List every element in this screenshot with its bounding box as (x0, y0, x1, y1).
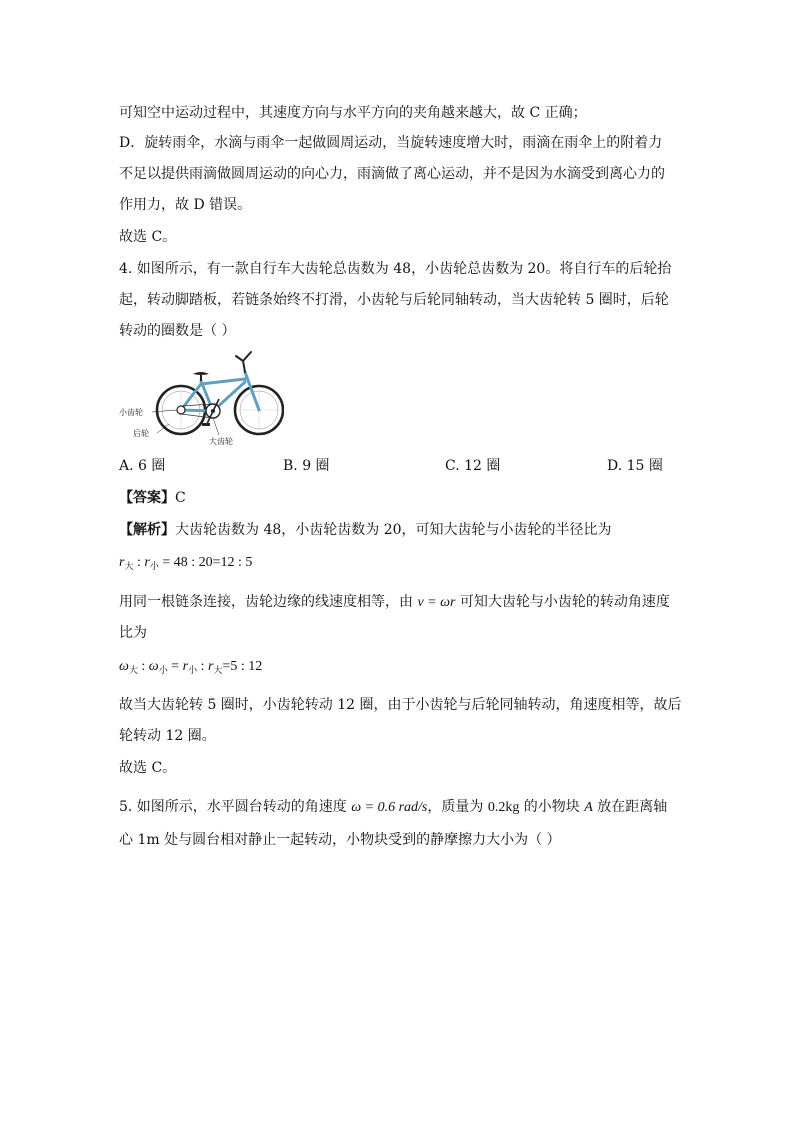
question-5-stem: 心 1m 处与圆台相对静止一起转动，小物块受到的静摩擦力大小为（ ） (119, 832, 561, 848)
seat (193, 372, 209, 375)
option-c: C. 12 圈 (445, 458, 501, 474)
analysis-tag: 【解析】 (119, 522, 175, 538)
text-line: 可知空中运动过程中，其速度方向与水平方向的夹角越来越大，故 C 正确； (119, 105, 587, 121)
option-b: B. 9 圈 (283, 458, 330, 474)
option-d: D. 15 圈 (607, 458, 663, 474)
bicycle-illustration (119, 348, 284, 448)
analysis-text: 大齿轮齿数为 48，小齿轮齿数为 20，可知大齿轮与小齿轮的半径比为 (175, 522, 612, 538)
formula-v-omega-r: v = ωr (417, 595, 456, 610)
label-big-gear: 大齿轮 (209, 437, 233, 446)
analysis-line: 用同一根链条连接，齿轮边缘的线速度相等，由 v = ωr 可知大齿轮与小齿轮的转动角速度 (119, 594, 670, 610)
handlebar (236, 352, 251, 372)
analysis-line (119, 520, 612, 540)
label-small-gear: 小齿轮 (119, 408, 143, 417)
bicycle-figure (119, 348, 284, 448)
question-4-stem: 转动的圈数是（ ） (119, 323, 236, 339)
small-gear (177, 406, 185, 414)
option-a: A. 6 圈 (119, 458, 166, 474)
analysis-line: 故当大齿轮转 5 圈时，小齿轮转动 12 圈，由于小齿轮与后轮同轴转动，角速度相等，故后 (119, 697, 682, 713)
analysis-line: 轮转动 12 圈。 (119, 728, 216, 744)
label-rear-wheel: 后轮 (133, 429, 149, 438)
answer-value: C (175, 490, 186, 506)
equation-angular-ratio: $\omega_大$ : $\omega_小 = r_小$ : $r_大=5$ : 12 (119, 659, 263, 675)
text-line: 作用力，故 D 错误。 (119, 197, 252, 213)
analysis-line: 故选 C。 (119, 760, 177, 776)
question-4-stem: 4. 如图所示，有一款自行车大齿轮总齿数为 48，小齿轮总齿数为 20。将自行车的后轮抬 (119, 261, 672, 277)
equation-radius-ratio: $r_大$ : $r_小 = 48$ : 20=12 : 5 (119, 555, 253, 571)
answer-line (119, 488, 186, 508)
analysis-line: 比为 (119, 625, 147, 641)
answer-tag: 【答案】 (119, 490, 175, 506)
question-4-stem: 起，转动脚踏板，若链条始终不打滑，小齿轮与后轮同轴转动，当大齿轮转 5 圈时，后轮 (119, 292, 669, 308)
text-line: 故选 C。 (119, 229, 177, 245)
text-line: D．旋转雨伞，水滴与雨伞一起做圆周运动，当旋转速度增大时，雨滴在雨伞上的附着力 (119, 135, 663, 151)
text-line: 不足以提供雨滴做圆周运动的向心力，雨滴做了离心运动，并不是因为水滴受到离心力的 (119, 166, 665, 182)
question-5-stem: 5. 如图所示，水平圆台转动的角速度 ω = 0.6 rad/s，质量为 0.2kg 的小物块 A 放在距离轴 (119, 799, 668, 815)
